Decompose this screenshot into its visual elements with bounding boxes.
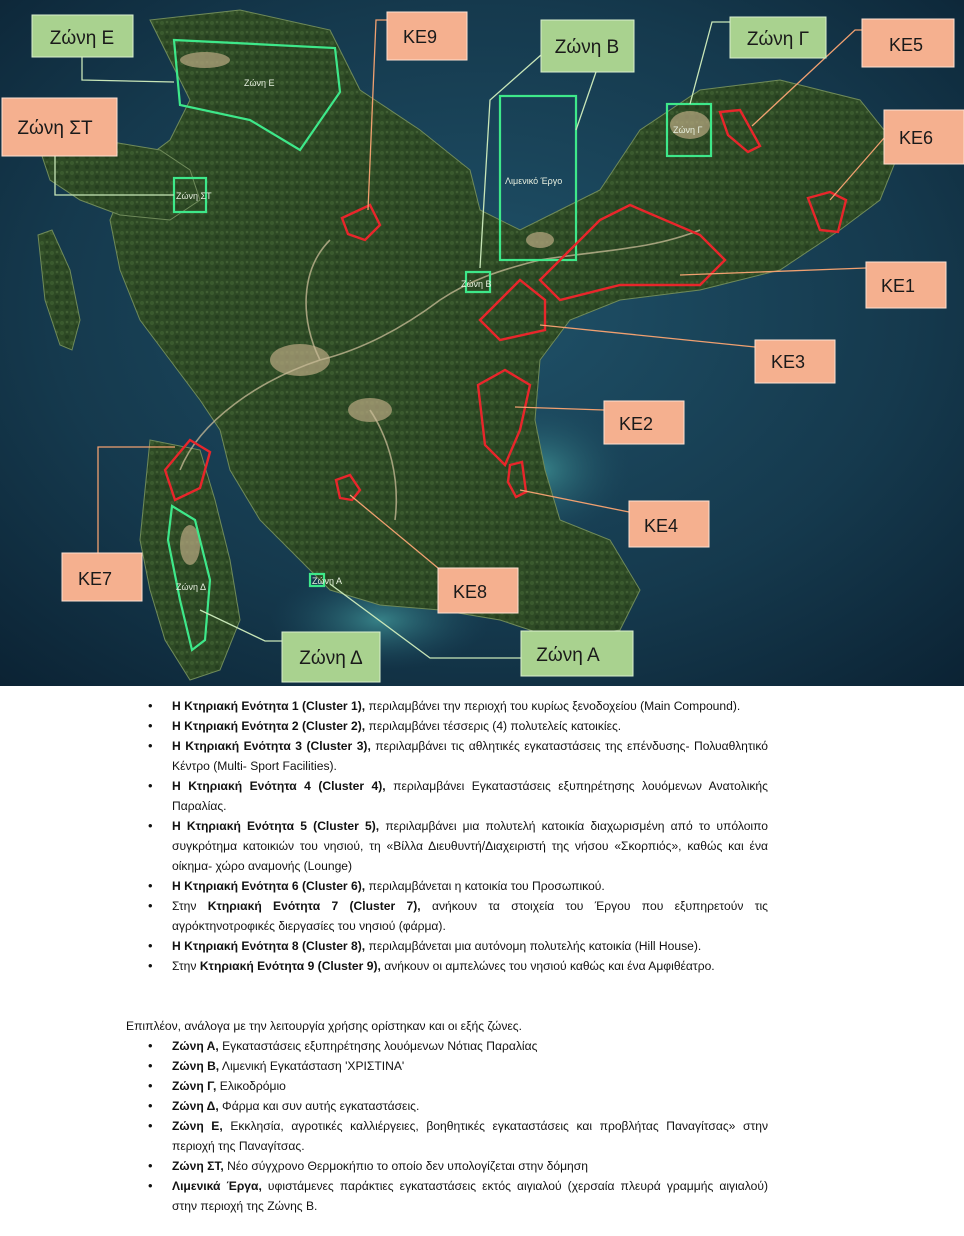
inner-zone-b: Ζώνη Β: [461, 279, 492, 289]
zone-g-label: Ζώνη Γ: [746, 29, 810, 50]
list-item: • Η Κτηριακή Ενότητα 3 (Cluster 3), περιλαμβάνει τις αθλητικές εγκαταστάσεις της επένδυσης- Πολυαθλητικό Κέντρο (Multi- Sport Facilities).: [172, 736, 768, 776]
ke9-label: ΚΕ9: [402, 27, 438, 47]
legend-text: [0, 686, 964, 1236]
inner-zone-st: Ζώνη ΣΤ: [176, 191, 212, 201]
list-item: • Στην Κτηριακή Ενότητα 7 (Cluster 7), ανήκουν τα στοιχεία του Έργου που εξυπηρετούν τις αγρόκτηνοτροφικές διεργασίες του νησιού (φάρμα).: [172, 896, 768, 936]
zones-intro: Επιπλέον, ανάλογα με την λειτουργία χρήσης ορίστηκαν και οι εξής ζώνες.: [126, 1019, 522, 1033]
list-item: • Η Κτηριακή Ενότητα 6 (Cluster 6), περιλαμβάνεται η κατοικία του Προσωπικού.: [172, 876, 768, 896]
inner-zone-e: Ζώνη Ε: [244, 78, 275, 88]
list-item: • Ζώνη Γ, Ελικοδρόμιο: [172, 1076, 768, 1096]
list-item: • Η Κτηριακή Ενότητα 1 (Cluster 1), περιλαμβάνει την περιοχή του κυρίως ξενοδοχείου (Main Compound).: [172, 696, 768, 716]
zone-e-label: Ζώνη Ε: [49, 28, 115, 49]
list-item: • Η Κτηριακή Ενότητα 5 (Cluster 5), περιλαμβάνει μια πολυτελή κατοικία διαχωρισμένη από το υπόλοιπο συγκρότημα κατοικιών του νησιού, τη «Βίλλα Διευθυντή/Διαχειριστή της νήσου «Σκορπιός», καθώς και ένα οίκημα- χώρο αναμονής (Lounge): [172, 816, 768, 876]
inner-zone-g: Ζώνη Γ: [673, 125, 703, 135]
ke1-label: ΚΕ1: [880, 276, 916, 296]
zone-d-label: Ζώνη Δ: [299, 648, 363, 669]
list-item: • Λιμενικά Έργα, υφιστάμενες παράκτιες εγκαταστάσεις εκτός αιγιαλού (χερσαία πλευρά γραμμής αιγιαλού) στην περιοχή της Ζώνης Β.: [172, 1176, 768, 1216]
list-item: • Ζώνη Β, Λιμενική Εγκατάσταση 'ΧΡΙΣΤΙΝΑ': [172, 1056, 768, 1076]
list-item: • Η Κτηριακή Ενότητα 8 (Cluster 8), περιλαμβάνεται μια αυτόνομη πολυτελής κατοικία (Hill House).: [172, 936, 768, 956]
list-item: • Ζώνη Ε, Εκκλησία, αγροτικές καλλιέργειες, βοηθητικές εγκαταστάσεις και προβλήτας Παναγίτσας» στην περιοχή της Παναγίτσας.: [172, 1116, 768, 1156]
ke6-label: ΚΕ6: [898, 128, 934, 148]
list-item: • Στην Κτηριακή Ενότητα 9 (Cluster 9), ανήκουν οι αμπελώνες του νησιού καθώς και ένα Αμφιθέατρο.: [172, 956, 768, 976]
inner-port-works: Λιμενικό Έργο: [505, 176, 563, 186]
list-item: • Ζώνη Α, Εγκαταστάσεις εξυπηρέτησης λουόμενων Νότιας Παραλίας: [172, 1036, 768, 1056]
ke4-label: ΚΕ4: [643, 516, 679, 536]
list-item: • Ζώνη ΣΤ, Νέο σύγχρονο Θερμοκήπιο το οποίο δεν υπολογίζεται στην δόμηση: [172, 1156, 768, 1176]
zone-b-label: Ζώνη Β: [554, 37, 620, 58]
ke2-label: ΚΕ2: [618, 414, 654, 434]
inner-zone-a: Ζώνη Α: [312, 576, 343, 586]
ke8-label: ΚΕ8: [452, 582, 488, 602]
cluster-list: [172, 696, 768, 976]
ke3-label: ΚΕ3: [770, 352, 806, 372]
list-item: • Ζώνη Δ, Φάρμα και συν αυτής εγκαταστάσεις.: [172, 1096, 768, 1116]
ke5-label: ΚΕ5: [888, 35, 924, 55]
list-item: • Η Κτηριακή Ενότητα 2 (Cluster 2), περιλαμβάνει τέσσερις (4) πολυτελείς κατοικίες.: [172, 716, 768, 736]
list-item: • Η Κτηριακή Ενότητα 4 (Cluster 4), περιλαμβάνει Εγκαταστάσεις εξυπηρέτησης λουόμενων Ανατολικής Παραλίας.: [172, 776, 768, 816]
zone-a-label: Ζώνη Α: [536, 645, 600, 666]
inner-zone-d: Ζώνη Δ: [176, 582, 207, 592]
ke7-label: ΚΕ7: [77, 569, 113, 589]
zone-list: [172, 1036, 768, 1216]
zone-st-label: Ζώνη ΣΤ: [17, 118, 93, 139]
